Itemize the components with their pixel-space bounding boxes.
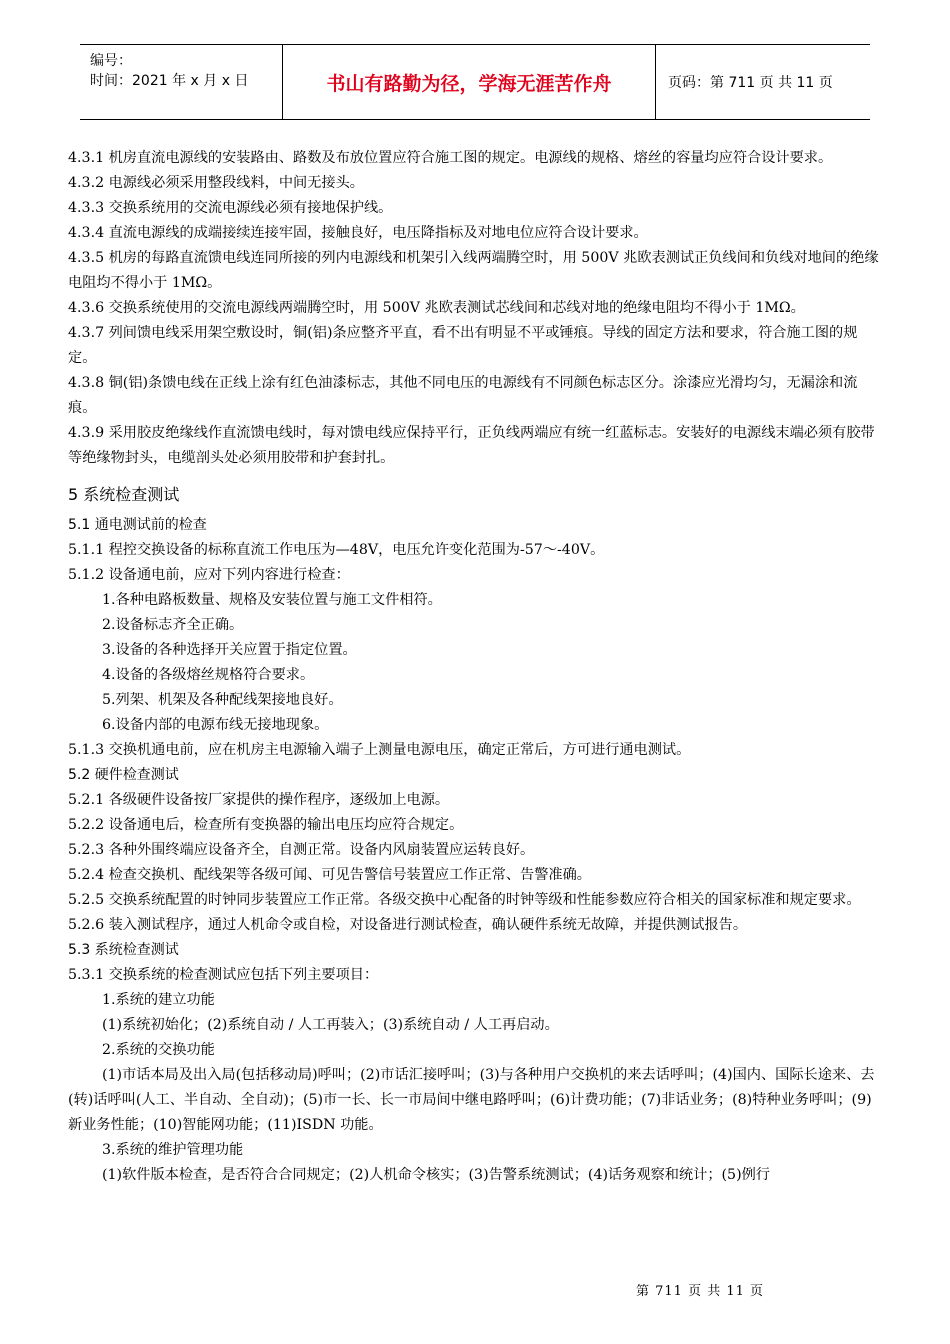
- header-motto: 书山有路勤为径，学海无涯苦作舟: [282, 45, 656, 119]
- list-item: 1.系统的建立功能: [102, 992, 215, 1008]
- paragraph-5-2-5: 5.2.5 交换系统配置的时钟同步装置应工作正常。各级交换中心配备的时钟等级和性能参数应符合相关的国家标准和规定要求。: [68, 892, 861, 908]
- paragraph-4-3-8: 4.3.8 铜(铝)条馈电线在正线上涂有红色油漆标志，其他不同电压的电源线有不同颜色标志区分。涂漆应光滑均匀，无漏涂和流痕。: [68, 375, 858, 416]
- paragraph-5-1-1: 5.1.1 程控交换设备的标称直流工作电压为—48V，电压允许变化范围为-57～-40V。: [68, 542, 605, 558]
- number-label: 编号：: [90, 53, 132, 69]
- list-item: 3.系统的维护管理功能: [102, 1142, 244, 1158]
- time-label: 时间：2021 年 x 月 x 日: [90, 73, 249, 89]
- list-item: 4.设备的各级熔丝规格符合要求。: [102, 667, 315, 683]
- paragraph-4-3-9: 4.3.9 采用胶皮绝缘线作直流馈电线时，每对馈电线应保持平行，正负线两端应有统一红蓝标志。安装好的电源线末端必须有胶带等绝缘物封头，电缆剖头处必须用胶带和护套封扎。: [68, 425, 875, 466]
- paragraph-5-2-3: 5.2.3 各种外围终端应设备齐全，自测正常。设备内风扇装置应运转良好。: [68, 842, 535, 858]
- list-item: 2.系统的交换功能: [102, 1042, 215, 1058]
- paragraph-4-3-6: 4.3.6 交换系统使用的交流电源线两端腾空时，用 500V 兆欧表测试芯线间和芯线对地的绝缘电阻均不得小于 1MΩ。: [68, 300, 805, 316]
- paragraph-4-3-5: 4.3.5 机房的每路直流馈电线连同所接的列内电源线和机架引入线两端腾空时，用 500V 兆欧表测试正负线间和负线对地间的绝缘电阻均不得小于 1MΩ。: [68, 250, 879, 291]
- list-item-detail: (1)市话本局及出入局(包括移动局)呼叫；(2)市话汇接呼叫；(3)与各种用户交换机的来去话呼叫；(4)国内、国际长途来、去(转)话呼叫(人工、半自动、全自动)；(5)市一长、长一市局间中继电路呼叫；(6)计费功能；(7)非话业务；(8)特种业务呼叫；(9)新业务性能；(10)智能网功能；(11)ISDN 功能。: [68, 1067, 875, 1133]
- document-body: [68, 146, 884, 1188]
- paragraph-4-3-7: 4.3.7 列间馈电线采用架空敷设时，铜(铝)条应整齐平直，看不出有明显不平或锤痕。导线的固定方法和要求，符合施工图的规定。: [68, 325, 858, 366]
- header-meta: [80, 45, 282, 119]
- paragraph-5-2-2: 5.2.2 设备通电后，检查所有变换器的输出电压均应符合规定。: [68, 817, 464, 833]
- section-heading-5: 5 系统检查测试: [68, 485, 180, 504]
- subsection-heading-5-1: 5.1 通电测试前的检查: [68, 517, 207, 533]
- paragraph-4-3-2: 4.3.2 电源线必须采用整段线料，中间无接头。: [68, 175, 364, 191]
- page-footer: 第 711 页 共 11 页: [636, 1284, 765, 1299]
- paragraph-4-3-3: 4.3.3 交换系统用的交流电源线必须有接地保护线。: [68, 200, 393, 216]
- subsection-heading-5-2: 5.2 硬件检查测试: [68, 767, 179, 783]
- list-item-detail: (1)系统初始化；(2)系统自动 / 人工再装入；(3)系统自动 / 人工再启动。: [102, 1017, 559, 1033]
- list-item: 6.设备内部的电源布线无接地现象。: [102, 717, 329, 733]
- paragraph-5-3-1: 5.3.1 交换系统的检查测试应包括下列主要项目：: [68, 967, 379, 983]
- subsection-heading-5-3: 5.3 系统检查测试: [68, 942, 179, 958]
- paragraph-5-1-3: 5.1.3 交换机通电前，应在机房主电源输入端子上测量电源电压，确定正常后，方可进行通电测试。: [68, 742, 691, 758]
- paragraph-4-3-1: 4.3.1 机房直流电源线的安装路由、路数及布放位置应符合施工图的规定。电源线的规格、熔丝的容量均应符合设计要求。: [68, 150, 833, 166]
- paragraph-5-2-6: 5.2.6 装入测试程序，通过人机命令或自检，对设备进行测试检查，确认硬件系统无故障，并提供测试报告。: [68, 917, 748, 933]
- paragraph-5-2-4: 5.2.4 检查交换机、配线架等各级可闻、可见告警信号装置应工作正常、告警准确。: [68, 867, 591, 883]
- list-item-detail: (1)软件版本检查，是否符合合同规定；(2)人机命令核实；(3)告警系统测试；(4)话务观察和统计；(5)例行: [102, 1167, 770, 1183]
- list-item: 5.列架、机架及各种配线架接地良好。: [102, 692, 343, 708]
- header-page-info: 页码：第 711 页 共 11 页: [668, 75, 833, 91]
- list-item: 1.各种电路板数量、规格及安装位置与施工文件相符。: [102, 592, 442, 608]
- list-item: 2.设备标志齐全正确。: [102, 617, 244, 633]
- paragraph-5-1-2: 5.1.2 设备通电前，应对下列内容进行检查：: [68, 567, 350, 583]
- paragraph-4-3-4: 4.3.4 直流电源线的成端接续连接牢固，接触良好，电压降指标及对地电位应符合设计要求。: [68, 225, 648, 241]
- page-header: [80, 44, 870, 120]
- paragraph-5-2-1: 5.2.1 各级硬件设备按厂家提供的操作程序，逐级加上电源。: [68, 792, 450, 808]
- list-item: 3.设备的各种选择开关应置于指定位置。: [102, 642, 357, 658]
